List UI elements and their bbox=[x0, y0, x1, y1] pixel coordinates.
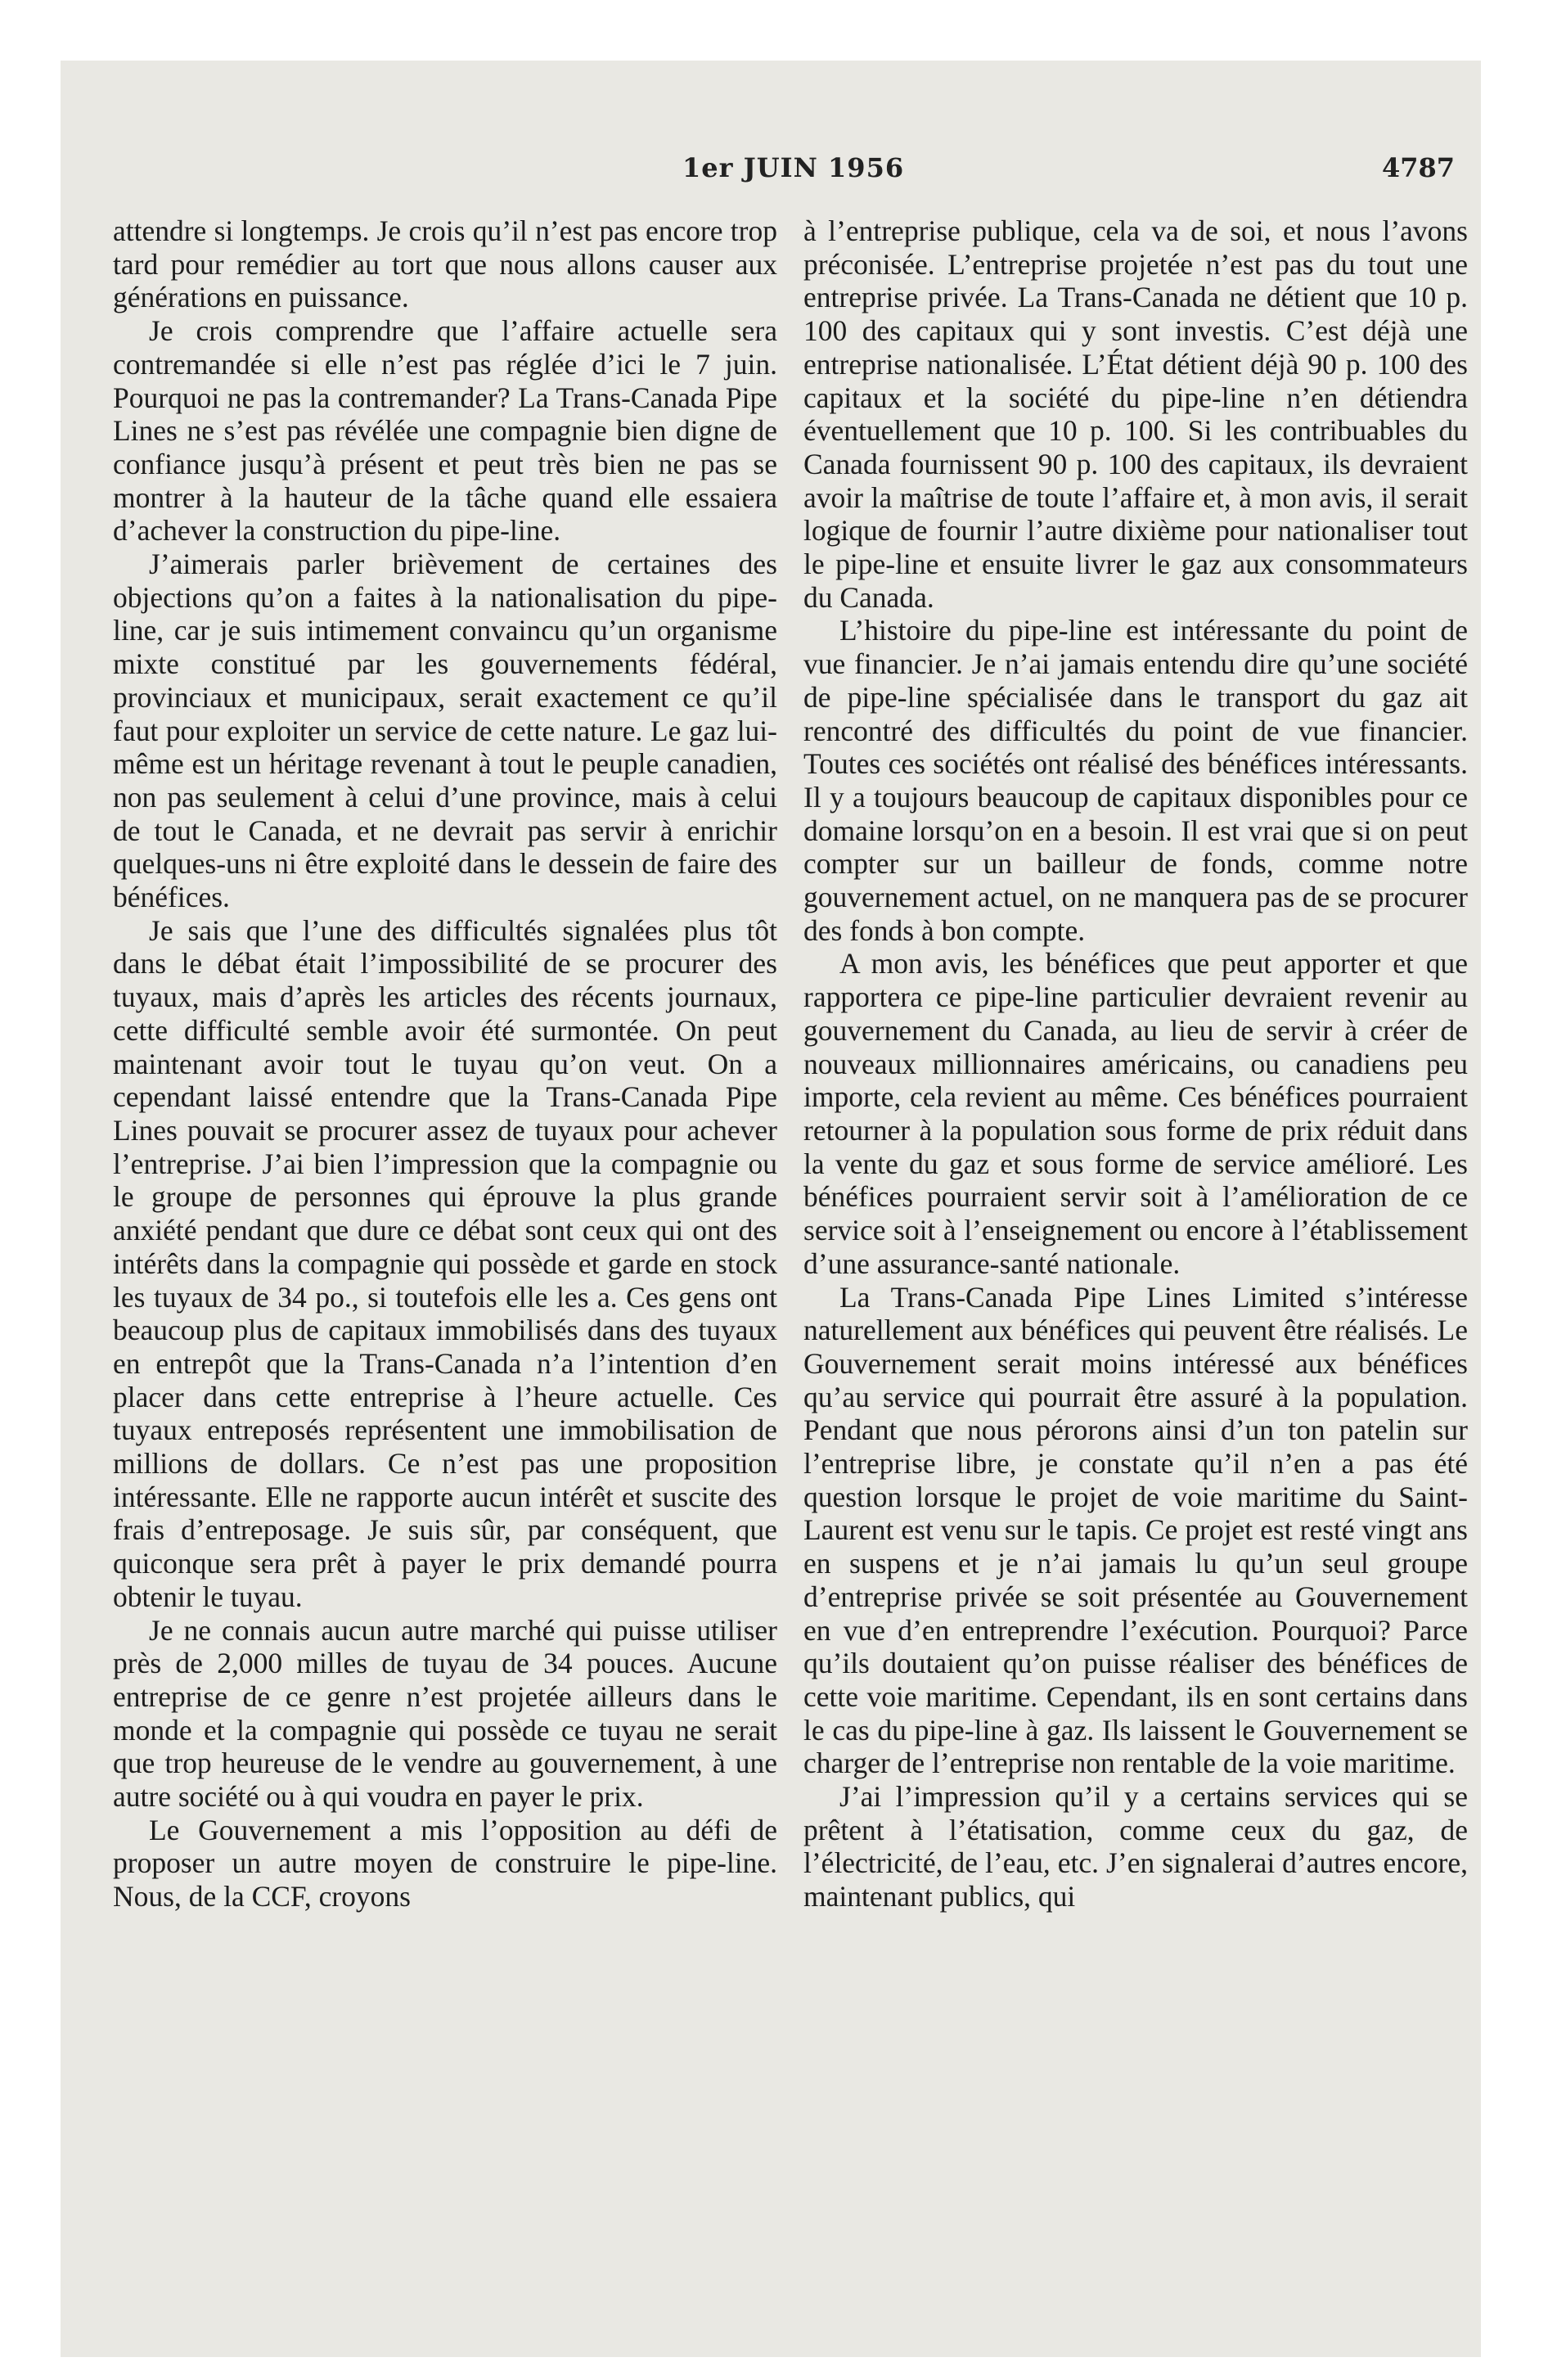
left-column bbox=[113, 214, 777, 2211]
paragraph: J’ai l’impression qu’il y a certains services qui se prêtent à l’étatisation, comme ceux du gaz, de l’électricité, de l’eau, etc. J’en signalerai d’autres encore, maintenant publics, qui bbox=[803, 1780, 1468, 1913]
paragraph: A mon avis, les bénéfices que peut apporter et que rapportera ce pipe-line particulier devraient revenir au gouvernement du Canada, au lieu de servir à créer de nouveaux millionnaires américains, ou canadiens peu importe, cela revient au même. Ces bénéfices pourraient retourner à la population sous forme de prix réduit dans la vente du gaz et sous forme de service amélioré. Les bénéfices pourraient servir soit à l’amélioration de ce service soit à l’enseignement ou encore à l’établissement d’une assurance-santé nationale. bbox=[803, 947, 1468, 1280]
paragraph: à l’entreprise publique, cela va de soi, et nous l’avons préconisée. L’entreprise projetée n’est pas du tout une entreprise privée. La Trans-Canada ne détient que 10 p. 100 des capitaux qui y sont investis. C’est déjà une entreprise nationalisée. L’État détient déjà 90 p. 100 des capitaux et la société du pipe-line n’en détiendra éventuellement que 10 p. 100. Si les contribuables du Canada fournissent 90 p. 100 des capitaux, ils devraient avoir la maîtrise de toute l’affaire et, à mon avis, il serait logique de fournir l’autre dixième pour nationaliser tout le pipe-line et ensuite livrer le gaz aux consommateurs du Canada. bbox=[803, 214, 1468, 614]
paragraph: J’aimerais parler brièvement de certaines des objections qu’on a faites à la nationalisation du pipe-line, car je suis intimement convaincu qu’un organisme mixte constitué par les gouvernements fédéral, provinciaux et municipaux, serait exactement ce qu’il faut pour exploiter un service de cette nature. Le gaz lui-même est un héritage revenant à tout le peuple canadien, non pas seulement à celui d’une province, mais à celui de tout le Canada, et ne devrait pas servir à enrichir quelques-uns ni être exploité dans le dessein de faire des bénéfices. bbox=[113, 548, 777, 914]
paragraph: Je crois comprendre que l’affaire actuelle sera contremandée si elle n’est pas réglée d’ici le 7 juin. Pourquoi ne pas la contremander? La Trans-Canada Pipe Lines ne s’est pas révélée une compagnie bien digne de confiance jusqu’à présent et peut très bien ne pas se montrer à la hauteur de la tâche quand elle essaiera d’achever la construction du pipe-line. bbox=[113, 314, 777, 548]
header-date: 1er JUIN 1956 bbox=[682, 152, 905, 183]
paragraph: Je sais que l’une des difficultés signalées plus tôt dans le débat était l’impossibilité de se procurer des tuyaux, mais d’après les articles des récents journaux, cette difficulté semble avoir été surmontée. On peut maintenant avoir tout le tuyau qu’on veut. On a cependant laissé entendre que la Trans-Canada Pipe Lines pouvait se procurer assez de tuyaux pour achever l’entreprise. J’ai bien l’impression que la compagnie ou le groupe de personnes qui éprouve la plus grande anxiété pendant que dure ce débat sont ceux qui ont des intérêts dans la compagnie qui possède et garde en stock les tuyaux de 34 po., si toutefois elle les a. Ces gens ont beaucoup plus de capitaux immobilisés dans des tuyaux en entrepôt que la Trans-Canada n’a l’intention d’en placer dans cette entreprise à l’heure actuelle. Ces tuyaux entreposés représentent une immobilisation de millions de dollars. Ce n’est pas une proposition intéressante. Elle ne rapporte aucun intérêt et suscite des frais d’entreposage. Je suis sûr, par conséquent, que quiconque sera prêt à payer le prix demandé pourra obtenir le tuyau. bbox=[113, 913, 777, 1613]
page-header bbox=[61, 152, 1455, 193]
paragraph: L’histoire du pipe-line est intéressante du point de vue financier. Je n’ai jamais entendu dire qu’une société de pipe-line spécialisée dans le transport du gaz ait rencontré des difficultés du point de vue financier. Toutes ces sociétés ont réalisé des bénéfices intéressants. Il y a toujours beaucoup de capitaux disponibles pour ce domaine lorsqu’on en a besoin. Il est vrai que si on peut compter sur un bailleur de fonds, comme notre gouvernement actuel, on ne manquera pas de se procurer des fonds à bon compte. bbox=[803, 614, 1468, 947]
page-number: 4787 bbox=[1381, 152, 1455, 183]
paragraph: attendre si longtemps. Je crois qu’il n’est pas encore trop tard pour remédier au tort que nous allons causer aux générations en puissance. bbox=[113, 214, 777, 314]
paragraph: Le Gouvernement a mis l’opposition au défi de proposer un autre moyen de construire le pipe-line. Nous, de la CCF, croyons bbox=[113, 1813, 777, 1913]
paragraph: Je ne connais aucun autre marché qui puisse utiliser près de 2,000 milles de tuyau de 34 pouces. Aucune entreprise de ce genre n’est projetée ailleurs dans le monde et la compagnie qui possède ce tuyau ne serait que trop heureuse de le vendre au gouvernement, à une autre société ou à qui voudra en payer le prix. bbox=[113, 1613, 777, 1814]
right-column bbox=[803, 214, 1468, 2211]
paragraph: La Trans-Canada Pipe Lines Limited s’intéresse naturellement aux bénéfices qui peuvent être réalisés. Le Gouvernement serait moins intéressé aux bénéfices qu’au service qui pourrait être assuré à la population. Pendant que nous pérorons ainsi d’un ton patelin sur l’entreprise libre, je constate qu’il n’en a pas été question lorsque le projet de voie maritime du Saint-Laurent est venu sur le tapis. Ce projet est resté vingt ans en suspens et je n’ai jamais lu qu’un seul groupe d’entreprise privée se soit présentée au Gouvernement en vue d’en entreprendre l’exécution. Pourquoi? Parce qu’ils doutaient qu’on puisse réaliser des bénéfices de cette voie maritime. Cependant, ils en sont certains dans le cas du pipe-line à gaz. Ils laissent le Gouvernement se charger de l’entreprise non rentable de la voie maritime. bbox=[803, 1280, 1468, 1780]
